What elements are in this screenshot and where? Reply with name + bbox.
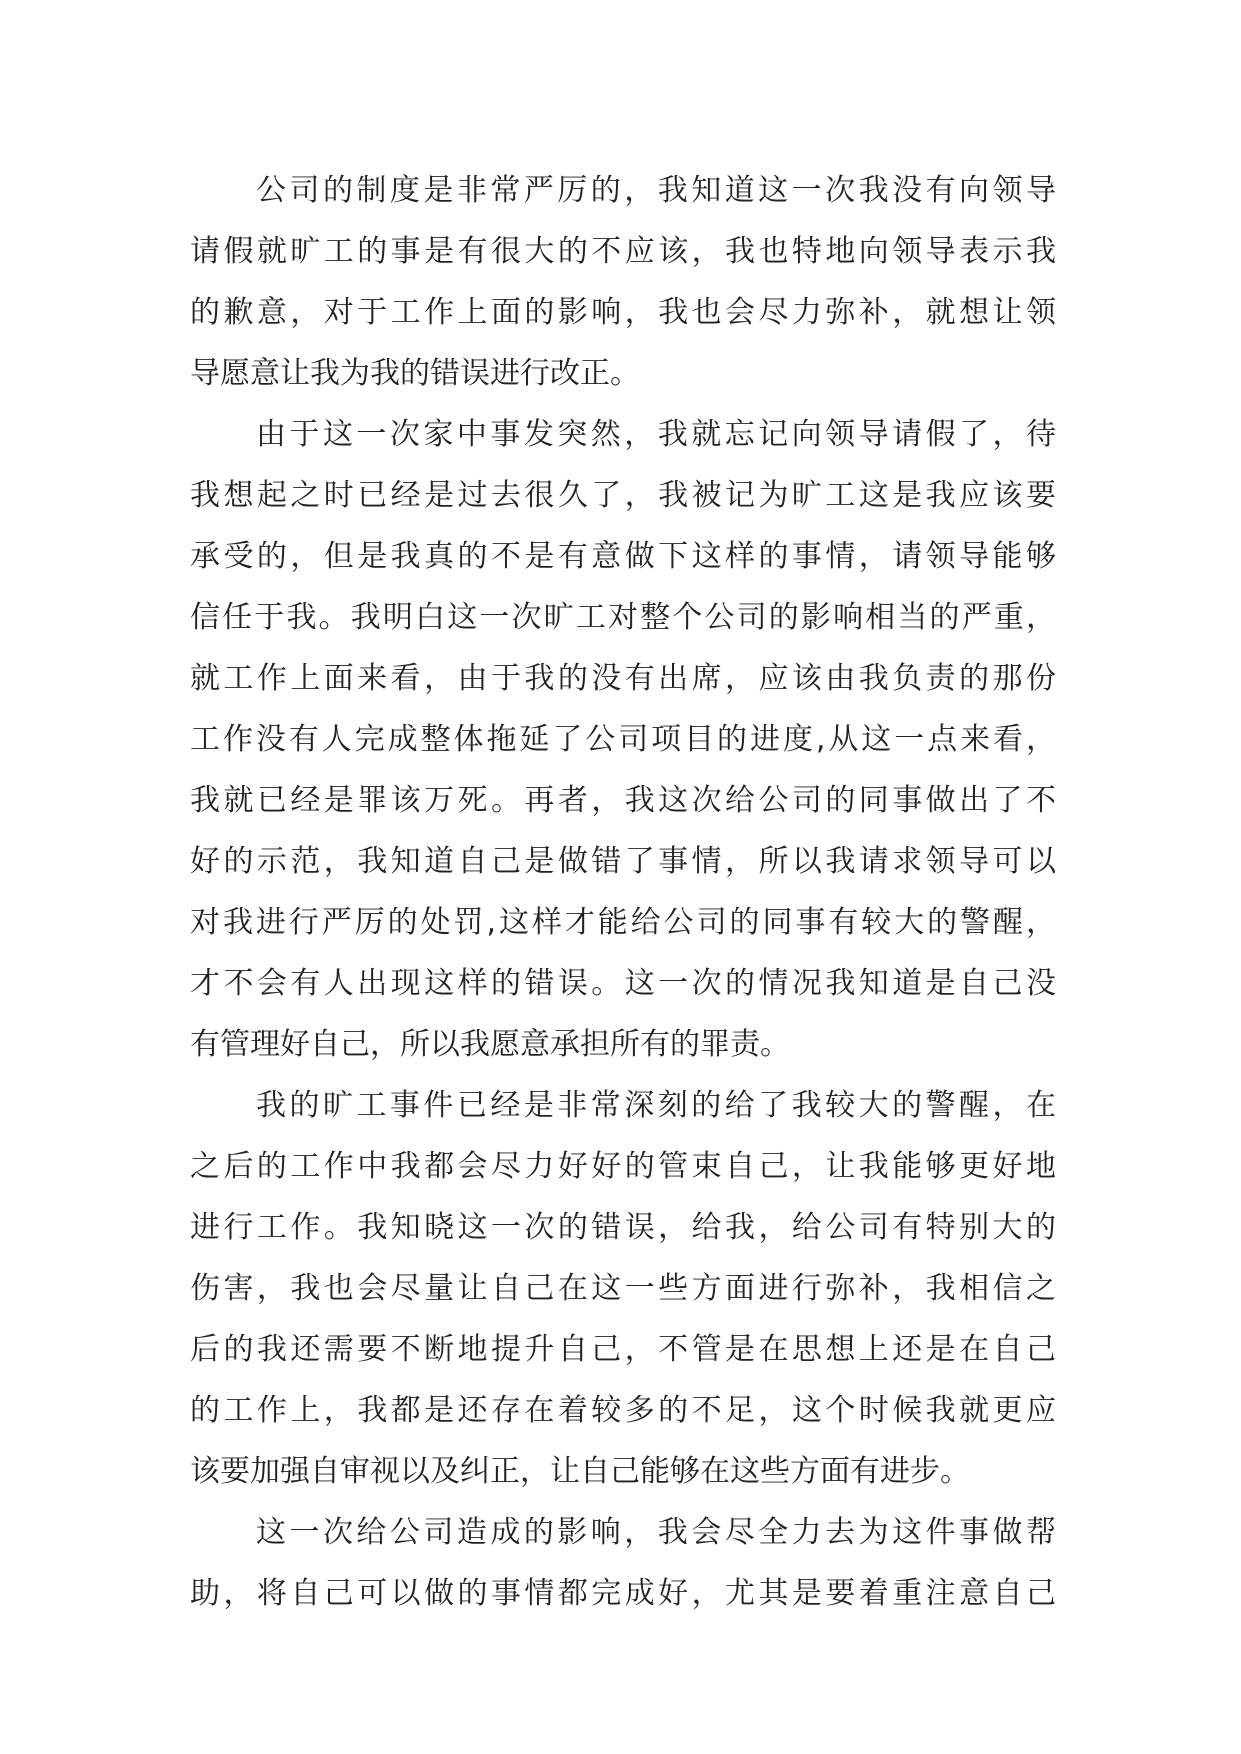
paragraph-2-line-9: 对我进行严厉的处罚,这样才能给公司的同事有较大的警醒， xyxy=(190,905,1056,940)
paragraph-3-line-5: 后的我还需要不断地提升自己，不管是在思想上还是在自己 xyxy=(190,1332,1056,1367)
document-body xyxy=(190,160,1056,1624)
paragraph-2-line-11: 有管理好自己，所以我愿意承担所有的罪责。 xyxy=(190,1027,790,1062)
paragraph-2-line-10: 才不会有人出现这样的错误。这一次的情况我知道是自己没 xyxy=(190,966,1056,1001)
paragraph-2-line-8: 好的示范，我知道自己是做错了事情，所以我请求领导可以 xyxy=(190,844,1056,879)
paragraph-1-line-3: 的歉意，对于工作上面的影响，我也会尽力弥补，就想让领 xyxy=(190,295,1056,330)
paragraph-3-line-2: 之后的工作中我都会尽力好好的管束自己，让我能够更好地 xyxy=(190,1149,1056,1184)
paragraph-2-line-3: 承受的，但是我真的不是有意做下这样的事情，请领导能够 xyxy=(190,539,1056,574)
paragraph-2-line-7: 我就已经是罪该万死。再者，我这次给公司的同事做出了不 xyxy=(190,783,1056,818)
paragraph-2-line-1: 由于这一次家中事发突然，我就忘记向领导请假了，待 xyxy=(256,417,1056,452)
paragraph-3-line-4: 伤害，我也会尽量让自己在这一些方面进行弥补，我相信之 xyxy=(190,1271,1056,1306)
paragraph-3-line-3: 进行工作。我知晓这一次的错误，给我，给公司有特别大的 xyxy=(190,1210,1056,1245)
paragraph-3-line-7: 该要加强自审视以及纠正，让自己能够在这些方面有进步。 xyxy=(190,1454,970,1489)
paragraph-2-line-5: 就工作上面来看，由于我的没有出席，应该由我负责的那份 xyxy=(190,661,1056,696)
paragraph-4-line-2: 助，将自己可以做的事情都完成好，尤其是要着重注意自己 xyxy=(190,1576,1056,1611)
paragraph-3-line-1: 我的旷工事件已经是非常深刻的给了我较大的警醒，在 xyxy=(256,1088,1056,1123)
paragraph-4-line-1: 这一次给公司造成的影响，我会尽全力去为这件事做帮 xyxy=(256,1515,1056,1550)
paragraph-2-line-6: 工作没有人完成整体拖延了公司项目的进度,从这一点来看， xyxy=(190,722,1056,757)
paragraph-2-line-4: 信任于我。我明白这一次旷工对整个公司的影响相当的严重， xyxy=(190,600,1056,635)
paragraph-3-line-6: 的工作上，我都是还存在着较多的不足，这个时候我就更应 xyxy=(190,1393,1056,1428)
paragraph-2-line-2: 我想起之时已经是过去很久了，我被记为旷工这是我应该要 xyxy=(190,478,1056,513)
paragraph-1-line-1: 公司的制度是非常严厉的，我知道这一次我没有向领导 xyxy=(256,173,1056,208)
paragraph-1-line-2: 请假就旷工的事是有很大的不应该，我也特地向领导表示我 xyxy=(190,234,1056,269)
paragraph-1-line-4: 导愿意让我为我的错误进行改正。 xyxy=(190,356,640,391)
